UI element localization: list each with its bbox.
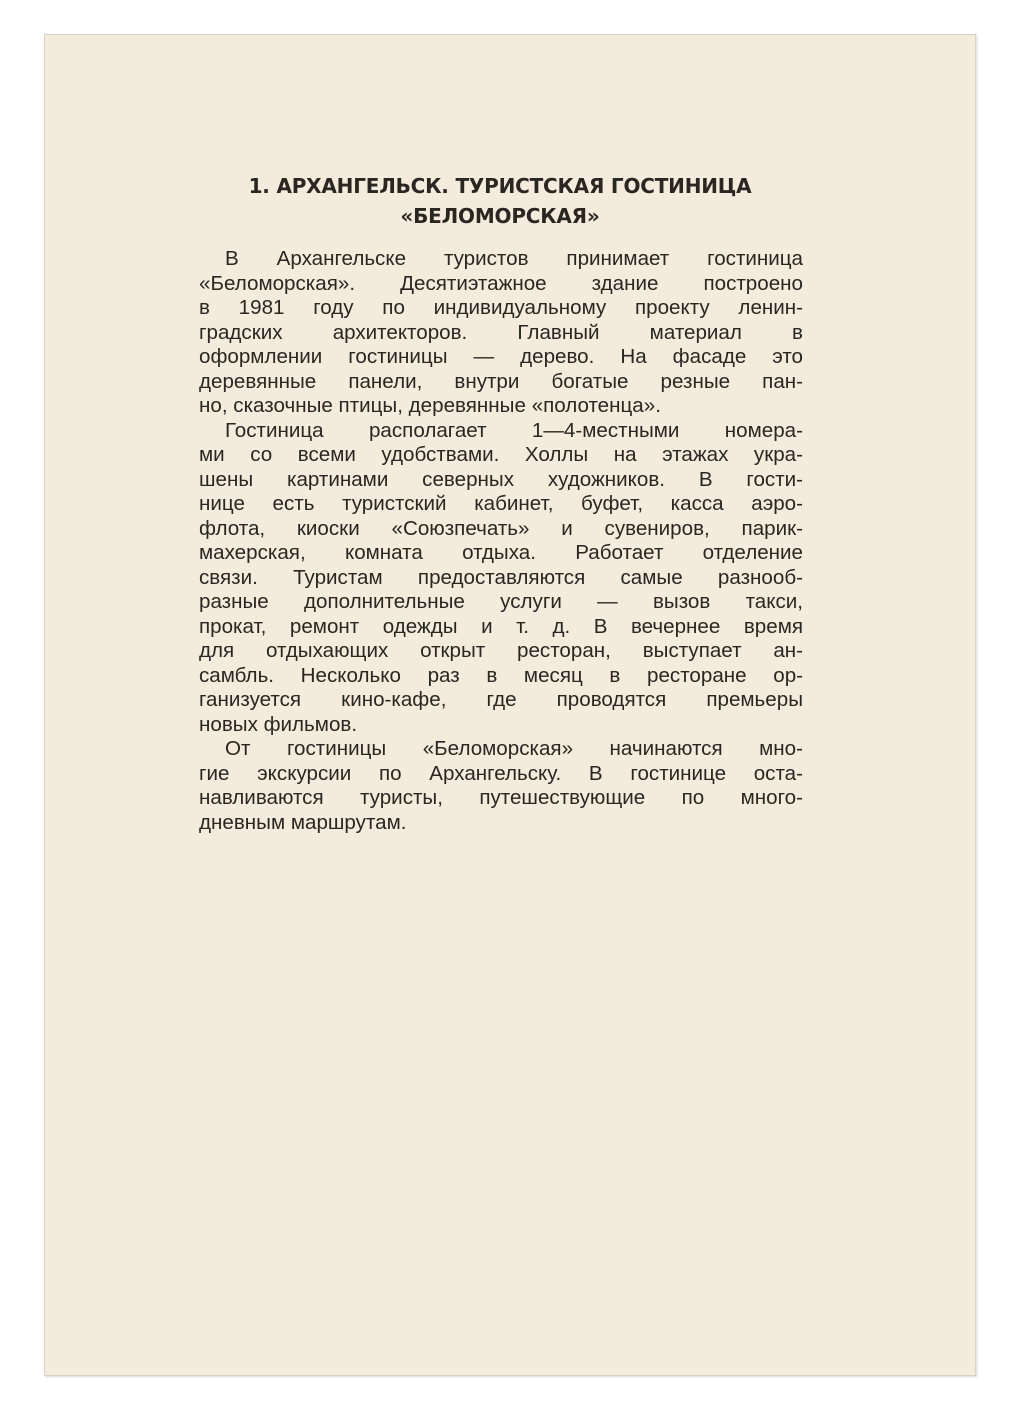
text-line: новых фильмов.: [199, 712, 358, 736]
text-line: шены картинами северных художников. В гости-: [199, 467, 803, 491]
text-line: дневным маршрутам.: [199, 810, 407, 834]
text-line: навливаются туристы, путешествующие по много-: [199, 786, 803, 809]
text-line: оформлении гостиницы — дерево. На фасаде это: [199, 345, 803, 368]
text-line: флота, киоски «Союзпечать» и сувениров, парик-: [199, 516, 803, 540]
title-line-2: «БЕЛОМОРСКАЯ»: [400, 204, 600, 228]
text-line: «Беломорская». Десятиэтажное здание построено: [199, 271, 803, 295]
text-line: махерская, комната отдыха. Работает отделение: [199, 541, 803, 564]
title-line-1: 1. АРХАНГЕЛЬСК. ТУРИСТСКАЯ ГОСТИНИЦА: [248, 174, 752, 198]
text-line: От гостиницы «Беломорская» начинаются мно-: [225, 737, 803, 760]
page-title: [195, 171, 805, 231]
text-line: но, сказочные птицы, деревянные «полотенца».: [199, 394, 661, 417]
text-line: в 1981 году по индивидуальному проекту ленин-: [199, 296, 803, 319]
text-line: деревянные панели, внутри богатые резные пан-: [199, 369, 803, 393]
text-line: разные дополнительные услуги — вызов такси,: [199, 590, 803, 613]
text-line: для отдыхающих открыт ресторан, выступает ан-: [199, 639, 803, 662]
text-line: В Архангельске туристов принимает гостиница: [225, 247, 803, 270]
postcard-back: [44, 34, 976, 1376]
text-line: связи. Туристам предоставляются самые разнооб-: [199, 565, 803, 589]
text-line: Гостиница располагает 1—4-местными номера-: [225, 418, 803, 442]
text-line: гие экскурсии по Архангельску. В гостинице оста-: [199, 761, 803, 785]
text-line: самбль. Несколько раз в месяц в ресторане ор-: [199, 663, 803, 687]
text-line: прокат, ремонт одежды и т. д. В вечернее время: [199, 614, 803, 638]
text-line: ми со всеми удобствами. Холлы на этажах укра-: [199, 443, 803, 466]
text-line: нице есть туристский кабинет, буфет, касса аэро-: [199, 492, 803, 515]
article-body: [199, 247, 803, 835]
text-line: ганизуется кино-кафе, где проводятся премьеры: [199, 688, 803, 711]
text-line: градских архитекторов. Главный материал в: [199, 320, 803, 344]
